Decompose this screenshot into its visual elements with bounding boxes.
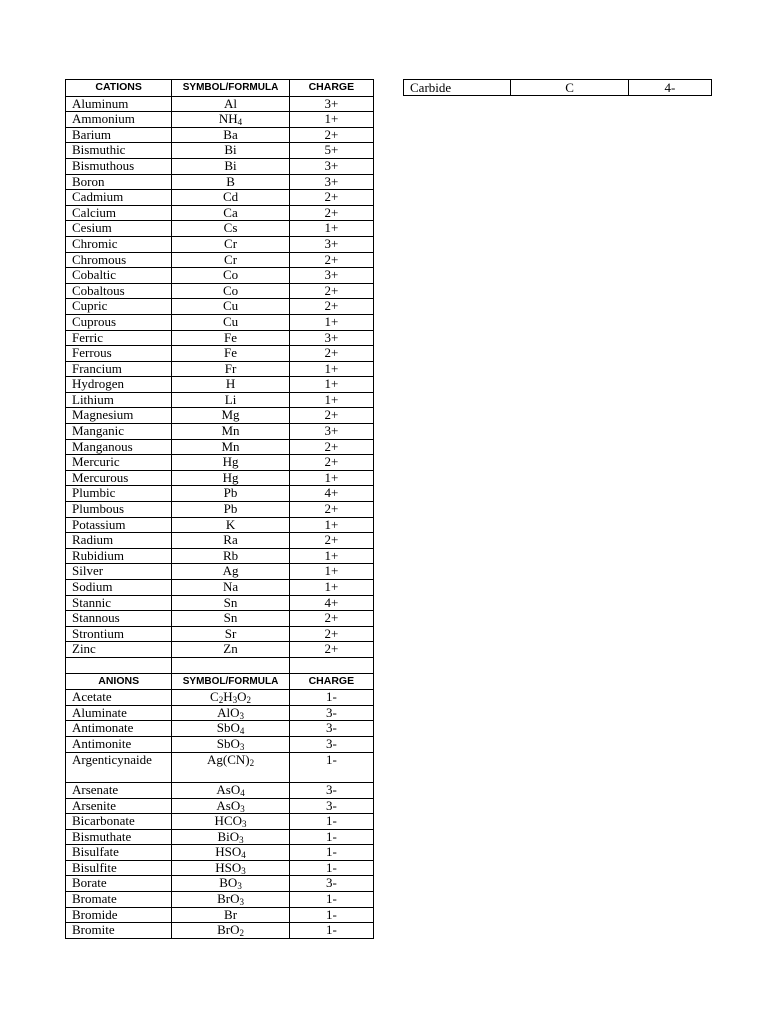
- ion-symbol-cell: $BO_3$: [172, 876, 289, 892]
- ion-charge-cell: 2+: [289, 252, 373, 268]
- cations-header-row: [66, 80, 374, 97]
- anion-row: [66, 907, 374, 923]
- ion-name-cell: Argenticynaide: [66, 752, 172, 782]
- ion-name-cell: Ammonium: [66, 112, 172, 128]
- cation-row: [66, 595, 374, 611]
- cation-row: [66, 299, 374, 315]
- ion-charge-cell: 2+: [289, 283, 373, 299]
- ion-charge-cell: 2+: [289, 205, 373, 221]
- ion-name-cell: Chromic: [66, 236, 172, 252]
- ion-symbol-cell: Co: [172, 268, 289, 284]
- ion-symbol-cell: BrO$_3$: [172, 892, 289, 908]
- cation-row: [66, 486, 374, 502]
- ion-charge-cell: 3+: [289, 96, 373, 112]
- anion-row: [66, 814, 374, 830]
- ion-symbol-cell: Mn: [172, 424, 289, 440]
- ion-name-cell: Mercurous: [66, 470, 172, 486]
- ion-name-cell: Plumbous: [66, 502, 172, 518]
- ion-charge-cell: 1+: [289, 314, 373, 330]
- ion-symbol-cell: Ba: [172, 127, 289, 143]
- ion-charge-cell: 2+: [289, 439, 373, 455]
- spacer-cell: [66, 657, 172, 673]
- ion-name-cell: Francium: [66, 361, 172, 377]
- ion-symbol-cell: Cs: [172, 221, 289, 237]
- anion-row: [66, 845, 374, 861]
- ion-name-cell: Acetate: [66, 690, 172, 706]
- ion-charge-cell: 2+: [289, 408, 373, 424]
- ion-name-cell: Hydrogen: [66, 377, 172, 393]
- ion-symbol-cell: Ag: [172, 564, 289, 580]
- ion-name-cell: Mercuric: [66, 455, 172, 471]
- ion-name-cell: Carbide: [404, 80, 511, 96]
- cation-row: [66, 377, 374, 393]
- ion-name-cell: Bismuthate: [66, 829, 172, 845]
- ion-name-cell: Bisulfite: [66, 860, 172, 876]
- ion-name-cell: Ferrous: [66, 346, 172, 362]
- ion-name-cell: Stannic: [66, 595, 172, 611]
- ion-charge-cell: 2+: [289, 455, 373, 471]
- ion-charge-cell: 2+: [289, 626, 373, 642]
- ion-symbol-cell: Hg: [172, 470, 289, 486]
- ion-charge-cell: 3-: [289, 876, 373, 892]
- cations-symbol-header: SYMBOL/FORMULA: [172, 80, 289, 97]
- ion-symbol-cell: Pb: [172, 502, 289, 518]
- spacer-row: [66, 657, 374, 673]
- ion-name-cell: Plumbic: [66, 486, 172, 502]
- cation-row: [66, 408, 374, 424]
- spacer-cell: [289, 657, 373, 673]
- ion-name-cell: Stannous: [66, 611, 172, 627]
- ion-charge-cell: 1-: [289, 860, 373, 876]
- ion-name-cell: Radium: [66, 533, 172, 549]
- ion-name-cell: Borate: [66, 876, 172, 892]
- cation-row: [66, 252, 374, 268]
- ion-symbol-cell: Pb: [172, 486, 289, 502]
- ion-name-cell: Cobaltous: [66, 283, 172, 299]
- ion-symbol-cell: AsO$_3$: [172, 798, 289, 814]
- ion-charge-cell: 3+: [289, 158, 373, 174]
- ion-symbol-cell: Mg: [172, 408, 289, 424]
- ion-symbol-cell: H: [172, 377, 289, 393]
- ion-name-cell: Aluminate: [66, 705, 172, 721]
- cation-row: [66, 455, 374, 471]
- ion-symbol-cell: Na: [172, 580, 289, 596]
- ion-symbol-cell: Ca: [172, 205, 289, 221]
- ion-name-cell: Manganous: [66, 439, 172, 455]
- side-row: [404, 80, 712, 96]
- anion-row: [66, 798, 374, 814]
- cation-row: [66, 236, 374, 252]
- spacer-cell: [172, 657, 289, 673]
- ion-charge-cell: 1+: [289, 548, 373, 564]
- ion-symbol-cell: Hg: [172, 455, 289, 471]
- ion-name-cell: Bromate: [66, 892, 172, 908]
- anion-row: [66, 876, 374, 892]
- ion-symbol-cell: Cr: [172, 236, 289, 252]
- ion-name-cell: Cadmium: [66, 190, 172, 206]
- cation-row: [66, 580, 374, 596]
- ion-symbol-cell: Li: [172, 392, 289, 408]
- ion-charge-cell: 3-: [289, 782, 373, 798]
- cation-row: [66, 346, 374, 362]
- anion-row: [66, 752, 374, 782]
- cation-row: [66, 127, 374, 143]
- ion-charge-cell: 3+: [289, 424, 373, 440]
- ion-name-cell: Antimonite: [66, 736, 172, 752]
- anion-row: [66, 923, 374, 939]
- cation-row: [66, 112, 374, 128]
- ion-symbol-cell: Cu: [172, 299, 289, 315]
- anions-charge-header: CHARGE: [289, 673, 373, 690]
- cation-row: [66, 439, 374, 455]
- ion-name-cell: Rubidium: [66, 548, 172, 564]
- ion-symbol-cell: $HSO_3$: [172, 860, 289, 876]
- ion-charge-cell: 1-: [289, 845, 373, 861]
- ion-charge-cell: 1+: [289, 564, 373, 580]
- cation-row: [66, 642, 374, 658]
- ion-symbol-cell: Sn: [172, 595, 289, 611]
- ion-name-cell: Cobaltic: [66, 268, 172, 284]
- ion-symbol-cell: $HCO_3$: [172, 814, 289, 830]
- cation-row: [66, 564, 374, 580]
- ion-name-cell: Bisulfate: [66, 845, 172, 861]
- ion-charge-cell: 1-: [289, 752, 373, 782]
- cations-charge-header: CHARGE: [289, 80, 373, 97]
- ion-name-cell: Bicarbonate: [66, 814, 172, 830]
- cation-row: [66, 314, 374, 330]
- ion-charge-cell: 1-: [289, 690, 373, 706]
- ion-charge-cell: 1-: [289, 892, 373, 908]
- anion-row: [66, 782, 374, 798]
- ion-symbol-cell: Cu: [172, 314, 289, 330]
- ion-charge-cell: 4+: [289, 486, 373, 502]
- cation-row: [66, 205, 374, 221]
- anion-row: [66, 829, 374, 845]
- ion-charge-cell: 3-: [289, 705, 373, 721]
- ion-name-cell: Arsenite: [66, 798, 172, 814]
- ion-charge-cell: 3+: [289, 268, 373, 284]
- ion-symbol-cell: Bi: [172, 143, 289, 159]
- cation-row: [66, 190, 374, 206]
- ion-symbol-cell: Fr: [172, 361, 289, 377]
- anions-symbol-header: SYMBOL/FORMULA: [172, 673, 289, 690]
- ion-symbol-cell: B: [172, 174, 289, 190]
- ion-symbol-cell: Bi: [172, 158, 289, 174]
- ion-name-cell: Cupric: [66, 299, 172, 315]
- cation-row: [66, 424, 374, 440]
- cation-row: [66, 502, 374, 518]
- ion-name-cell: Bromide: [66, 907, 172, 923]
- ion-symbol-cell: AlO$_3$: [172, 705, 289, 721]
- cation-row: [66, 533, 374, 549]
- ion-name-cell: Bromite: [66, 923, 172, 939]
- ion-charge-cell: 2+: [289, 346, 373, 362]
- ion-charge-cell: 1+: [289, 361, 373, 377]
- ion-charge-cell: 1-: [289, 923, 373, 939]
- ion-symbol-cell: BrO$_2$: [172, 923, 289, 939]
- anion-row: [66, 736, 374, 752]
- ion-symbol-cell: Mn: [172, 439, 289, 455]
- ion-symbol-cell: Cr: [172, 252, 289, 268]
- ion-symbol-cell: Ra: [172, 533, 289, 549]
- ion-symbol-cell: $NH_4$: [172, 112, 289, 128]
- cations-header: CATIONS: [66, 80, 172, 97]
- cation-row: [66, 611, 374, 627]
- anion-row: [66, 892, 374, 908]
- ion-charge-cell: 2+: [289, 502, 373, 518]
- ion-charge-cell: 4+: [289, 595, 373, 611]
- ion-charge-cell: 1-: [289, 907, 373, 923]
- ion-name-cell: Antimonate: [66, 721, 172, 737]
- ion-table-body: [66, 80, 374, 939]
- ion-charge-cell: 2+: [289, 190, 373, 206]
- ion-charge-cell: 4-: [628, 80, 711, 96]
- cation-row: [66, 330, 374, 346]
- ion-charge-cell: 3-: [289, 721, 373, 737]
- ion-symbol-cell: Cd: [172, 190, 289, 206]
- ion-symbol-cell: Rb: [172, 548, 289, 564]
- cation-row: [66, 174, 374, 190]
- ion-name-cell: Lithium: [66, 392, 172, 408]
- ion-name-cell: Manganic: [66, 424, 172, 440]
- ion-charge-cell: 1+: [289, 112, 373, 128]
- ion-charge-cell: 5+: [289, 143, 373, 159]
- ion-name-cell: Aluminum: [66, 96, 172, 112]
- ion-symbol-cell: SbO$_4$: [172, 721, 289, 737]
- ion-charge-cell: 3+: [289, 174, 373, 190]
- anions-header-row: [66, 673, 374, 690]
- ion-charge-cell: 1+: [289, 392, 373, 408]
- ion-symbol-cell: BiO$_3$: [172, 829, 289, 845]
- cation-row: [66, 626, 374, 642]
- ion-charge-cell: 1+: [289, 470, 373, 486]
- anion-row: [66, 721, 374, 737]
- ion-name-cell: Bismuthous: [66, 158, 172, 174]
- ion-charge-cell: 3-: [289, 798, 373, 814]
- ion-symbol-cell: AsO$_4$: [172, 782, 289, 798]
- ion-symbol-cell: $C_2H_3O_2$: [172, 690, 289, 706]
- ion-symbol-cell: $HSO_4$: [172, 845, 289, 861]
- ion-name-cell: Strontium: [66, 626, 172, 642]
- cation-row: [66, 96, 374, 112]
- ion-charge-cell: 3-: [289, 736, 373, 752]
- ion-name-cell: Zinc: [66, 642, 172, 658]
- ion-name-cell: Magnesium: [66, 408, 172, 424]
- cation-row: [66, 517, 374, 533]
- cation-row: [66, 268, 374, 284]
- anion-row: [66, 690, 374, 706]
- ion-symbol-cell: Fe: [172, 346, 289, 362]
- anion-row: [66, 860, 374, 876]
- ion-name-cell: Sodium: [66, 580, 172, 596]
- ion-symbol-cell: Sr: [172, 626, 289, 642]
- ion-name-cell: Calcium: [66, 205, 172, 221]
- cation-row: [66, 470, 374, 486]
- cation-row: [66, 221, 374, 237]
- ion-name-cell: Cesium: [66, 221, 172, 237]
- ion-name-cell: Boron: [66, 174, 172, 190]
- cation-row: [66, 143, 374, 159]
- ion-table: [65, 79, 374, 939]
- ion-charge-cell: 1-: [289, 829, 373, 845]
- ion-charge-cell: 3+: [289, 236, 373, 252]
- ion-charge-cell: 2+: [289, 611, 373, 627]
- side-table: [403, 79, 712, 96]
- ion-symbol-cell: Al: [172, 96, 289, 112]
- ion-symbol-cell: $Ag(CN)_2$: [172, 752, 289, 782]
- ion-symbol-cell: SbO$_3$: [172, 736, 289, 752]
- ion-charge-cell: 1+: [289, 517, 373, 533]
- ion-name-cell: Chromous: [66, 252, 172, 268]
- ion-symbol-cell: C: [511, 80, 628, 96]
- cation-row: [66, 361, 374, 377]
- cation-row: [66, 548, 374, 564]
- ion-name-cell: Potassium: [66, 517, 172, 533]
- cation-row: [66, 283, 374, 299]
- ion-charge-cell: 2+: [289, 299, 373, 315]
- ion-charge-cell: 2+: [289, 642, 373, 658]
- ion-symbol-cell: Br: [172, 907, 289, 923]
- anions-header: ANIONS: [66, 673, 172, 690]
- ion-charge-cell: 2+: [289, 127, 373, 143]
- cation-row: [66, 392, 374, 408]
- ion-charge-cell: 1+: [289, 377, 373, 393]
- ion-name-cell: Barium: [66, 127, 172, 143]
- ion-symbol-cell: K: [172, 517, 289, 533]
- ion-charge-cell: 1-: [289, 814, 373, 830]
- ion-charge-cell: 3+: [289, 330, 373, 346]
- ion-symbol-cell: Zn: [172, 642, 289, 658]
- ion-charge-cell: 2+: [289, 533, 373, 549]
- ion-charge-cell: 1+: [289, 221, 373, 237]
- ion-name-cell: Arsenate: [66, 782, 172, 798]
- ion-name-cell: Ferric: [66, 330, 172, 346]
- ion-symbol-cell: Sn: [172, 611, 289, 627]
- ion-charge-cell: 1+: [289, 580, 373, 596]
- ion-name-cell: Cuprous: [66, 314, 172, 330]
- ion-symbol-cell: Co: [172, 283, 289, 299]
- side-table-body: [404, 80, 712, 96]
- cation-row: [66, 158, 374, 174]
- anion-row: [66, 705, 374, 721]
- ion-name-cell: Silver: [66, 564, 172, 580]
- ion-name-cell: Bismuthic: [66, 143, 172, 159]
- ion-symbol-cell: Fe: [172, 330, 289, 346]
